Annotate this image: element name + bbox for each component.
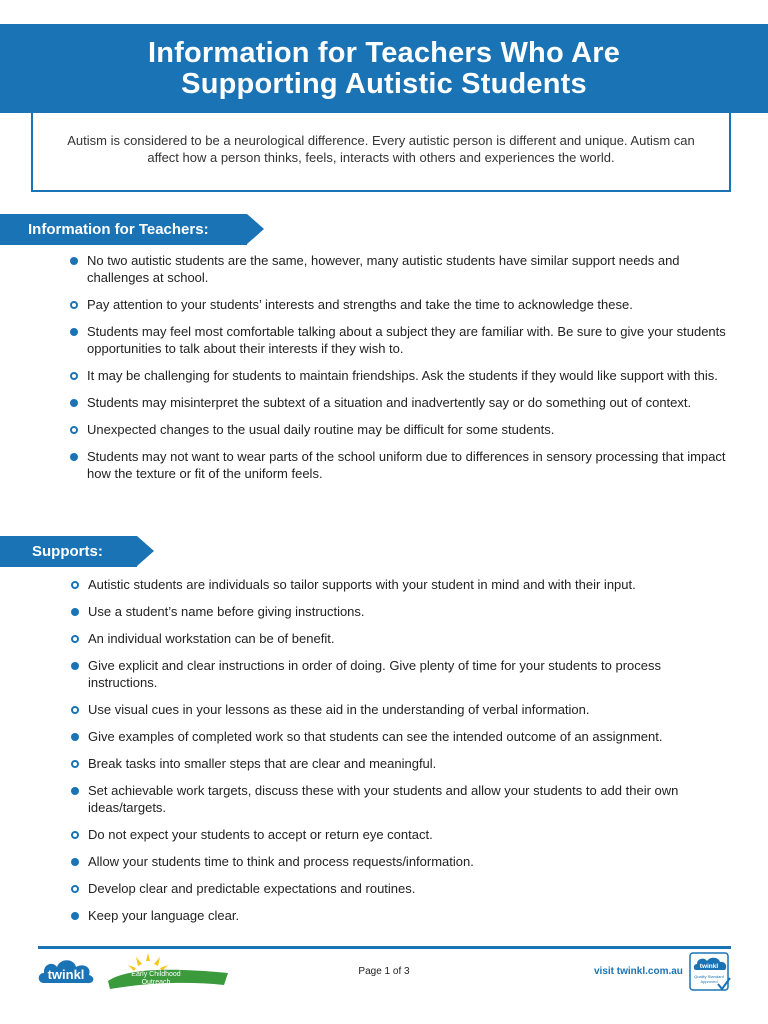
bullet-filled-icon — [71, 787, 79, 795]
bullet-filled-icon — [71, 858, 79, 866]
twinkl-logo[interactable] — [36, 955, 96, 987]
bullet-hollow-icon — [71, 760, 79, 768]
list-item — [71, 701, 731, 718]
list-item — [70, 394, 730, 411]
list-item-text: Students may not want to wear parts of the school uniform due to differences in sensory processing that impact how the texture or fit of the uniform feels. — [87, 449, 726, 481]
list-item-text: Give explicit and clear instructions in order of doing. Give plenty of time for your students to process instructions. — [88, 658, 661, 690]
bullet-filled-icon — [71, 608, 79, 616]
list-item — [71, 880, 731, 897]
list-item — [71, 657, 731, 691]
bullet-hollow-icon — [71, 706, 79, 714]
list-item-text: Use a student’s name before giving instructions. — [88, 604, 365, 619]
list-item — [71, 782, 731, 816]
list-item-text: Allow your students time to think and process requests/information. — [88, 854, 474, 869]
visit-link[interactable]: visit twinkl.com.au — [594, 966, 683, 977]
list-item — [70, 296, 730, 313]
list-item-text: Break tasks into smaller steps that are clear and meaningful. — [88, 756, 437, 771]
bullet-hollow-icon — [70, 301, 78, 309]
list-item-text: Do not expect your students to accept or return eye contact. — [88, 827, 433, 842]
quality-standard-badge — [688, 952, 732, 992]
section-heading-supports: Supports: — [0, 536, 137, 567]
intro-box: Autism is considered to be a neurological difference. Every autistic person is different and unique. Autism can affect how a person thinks, feels, interacts with others and experiences the world. — [31, 113, 731, 192]
badge-line1: Quality Standard — [694, 974, 724, 979]
bullet-filled-icon — [70, 328, 78, 336]
list-item — [70, 367, 730, 384]
bullet-filled-icon — [71, 662, 79, 670]
list-item-text: Keep your language clear. — [88, 908, 240, 923]
list-item-text: It may be challenging for students to maintain friendships. Ask the students if they would like support with this. — [87, 368, 718, 383]
list-item — [71, 853, 731, 870]
bullet-hollow-icon — [70, 372, 78, 380]
bullet-filled-icon — [70, 399, 78, 407]
list-item-text: An individual workstation can be of benefit. — [88, 631, 335, 646]
bullet-hollow-icon — [71, 581, 79, 589]
teachers-list — [70, 252, 730, 482]
bullet-hollow-icon — [71, 831, 79, 839]
supports-list — [71, 576, 731, 924]
twinkl-logo-text: twinkl — [47, 967, 85, 982]
list-item — [71, 755, 731, 772]
list-item — [70, 323, 730, 357]
early-childhood-outreach-logo — [106, 951, 230, 991]
title-line-2: Supporting Autistic Students — [181, 68, 587, 100]
section-heading-teachers: Information for Teachers: — [0, 214, 247, 245]
list-item-text: Use visual cues in your lessons as these aid in the understanding of verbal information. — [88, 702, 590, 717]
list-item-text: Develop clear and predictable expectations and routines. — [88, 881, 416, 896]
page-number: Page 1 of 3 — [358, 966, 410, 977]
list-item — [70, 421, 730, 438]
badge-line2: Approved — [700, 979, 718, 984]
page-title — [0, 24, 768, 100]
list-item-text: Students may misinterpret the subtext of a situation and inadvertently say or do something out of context. — [87, 395, 692, 410]
list-item-text: Students may feel most comfortable talking about a subject they are familiar with. Be sure to give your students opportunities to talk about their interests if they wish to. — [87, 324, 726, 356]
list-item-text: Give examples of completed work so that students can see the intended outcome of an assignment. — [88, 729, 663, 744]
bullet-filled-icon — [70, 257, 78, 265]
list-item — [71, 603, 731, 620]
bullet-hollow-icon — [70, 426, 78, 434]
list-item — [70, 252, 730, 286]
list-item — [71, 576, 731, 593]
list-item-text: No two autistic students are the same, however, many autistic students have similar support needs and challenges at school. — [87, 253, 680, 285]
list-item — [70, 448, 730, 482]
page-header — [0, 24, 768, 113]
list-item — [71, 728, 731, 745]
eco-logo-line2: Outreach — [141, 979, 171, 986]
bullet-filled-icon — [70, 453, 78, 461]
bullet-filled-icon — [71, 733, 79, 741]
list-item-text: Autistic students are individuals so tailor supports with your student in mind and with their input. — [88, 577, 636, 592]
title-line-1: Information for Teachers Who Are — [147, 37, 621, 69]
list-item — [71, 907, 731, 924]
list-item-text: Pay attention to your students’ interests and strengths and take the time to acknowledge these. — [87, 297, 633, 312]
list-item-text: Unexpected changes to the usual daily routine may be difficult for some students. — [87, 422, 555, 437]
eco-logo-line1: Early Childhood — [131, 971, 181, 978]
list-item-text: Set achievable work targets, discuss these with your students and allow your students to add their own ideas/targets. — [88, 783, 679, 815]
bullet-filled-icon — [71, 912, 79, 920]
badge-logo-text: twinkl — [699, 963, 719, 970]
list-item — [71, 630, 731, 647]
bullet-hollow-icon — [71, 635, 79, 643]
bullet-hollow-icon — [71, 885, 79, 893]
list-item — [71, 826, 731, 843]
footer-divider — [38, 946, 731, 949]
